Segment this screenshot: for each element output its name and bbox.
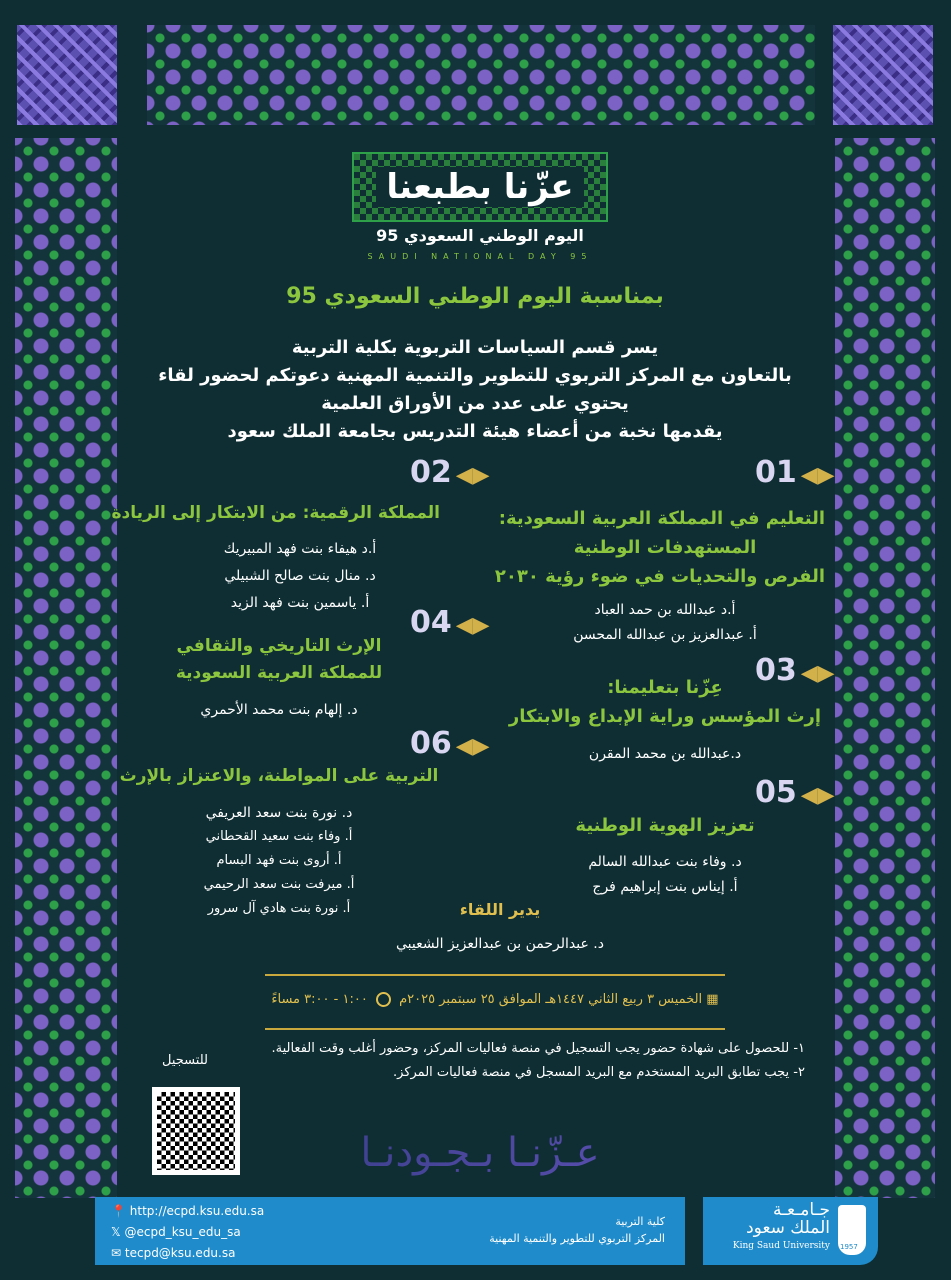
speaker: أ. نورة بنت هادي آل سرور (207, 901, 351, 916)
twitter-link[interactable] (111, 1222, 264, 1243)
paper-speakers (118, 698, 440, 723)
website[interactable]: http://ecpd.ksu.edu.sa (129, 1204, 265, 1218)
speaker: د.عبدالله بن محمد المقرن (588, 746, 742, 762)
paper-speakers (505, 742, 825, 767)
email-link[interactable] (111, 1243, 264, 1264)
divider (265, 1028, 725, 1030)
paper-title (505, 815, 825, 836)
slogan: عـزّنـا بـجـودنـا (300, 1130, 660, 1176)
title-line: إرث المؤسس وراية الإبداع والابتكار (508, 706, 822, 727)
speaker: أ. ميرفت بنت سعد الرحيمي (203, 877, 355, 892)
uni-en: King Saud University (732, 1241, 830, 1251)
founded: 1957 (840, 1243, 858, 1251)
moderator-label: يدير اللقاء (459, 900, 541, 919)
paper-title (505, 673, 825, 731)
note: ٢- يجب تطابق البريد المستخدم مع البريد المسجل في منصة فعاليات المركز. (393, 1065, 805, 1080)
paper-number: 03 ◀▶ (755, 653, 835, 688)
title-line: للمملكة العربية السعودية (175, 663, 383, 683)
paper-title (118, 633, 440, 687)
registration-qr-code[interactable] (152, 1087, 240, 1175)
paper-title (494, 504, 825, 591)
speaker: د. إلهام بنت محمد الأحمري (200, 702, 358, 718)
date-text: الخميس ٣ ربيع الثاني ١٤٤٧هـ الموافق ٢٥ سبتمبر ٢٠٢٥م (399, 992, 703, 1007)
paper-speakers (505, 850, 825, 900)
title-line: الفرص والتحديات في ضوء رؤية ٢٠٣٠ (494, 566, 825, 587)
speaker: د. نورة بنت سعد العريفي (205, 805, 353, 821)
time-text: ١:٠٠ - ٣:٠٠ مساءً (271, 992, 368, 1007)
email[interactable]: tecpd@ksu.edu.sa (124, 1246, 236, 1260)
uni-ar-2: الملك سعود (746, 1218, 830, 1238)
calendar-icon: ▦ (706, 992, 719, 1007)
speaker: أ.د هيفاء بنت فهد المبيريك (223, 541, 377, 557)
title-line: عِزّنا بتعليمنا: (607, 677, 723, 698)
speaker: أ. ياسمين بنت فهد الزيد (230, 595, 370, 611)
paper-speakers (118, 801, 440, 921)
right-pattern (835, 138, 935, 1198)
paper-number: 01 ◀▶ (755, 455, 835, 490)
arrow-icon: ◀▶ (455, 463, 490, 488)
top-pattern (147, 25, 815, 125)
heading: بمناسبة اليوم الوطني السعودي 95 (286, 284, 664, 309)
college: كلية التربية (615, 1215, 665, 1228)
center: المركز التربوي للتطوير والتنمية المهنية (489, 1232, 665, 1245)
paper-number: 02 ◀▶ (410, 455, 490, 490)
title-line: التربية على المواطنة، والاعتزاز بالإرث (119, 766, 439, 786)
speaker: أ. أروى بنت فهد البسام (216, 853, 342, 868)
contacts (111, 1201, 264, 1264)
ksu-name (733, 1201, 830, 1255)
title-line: تعزيز الهوية الوطنية (575, 815, 755, 836)
ksu-emblem-icon (838, 1205, 866, 1255)
title-line: المملكة الرقمية: من الابتكار إلى الريادة (111, 503, 440, 523)
intro (130, 334, 820, 446)
date-time (225, 992, 765, 1007)
notes (260, 1040, 805, 1082)
paper-title (118, 766, 440, 786)
paper-title (111, 503, 440, 523)
corner-pattern (17, 25, 117, 125)
arrow-icon: ◀▶ (455, 613, 490, 638)
twitter[interactable]: @ecpd_ksu_edu_sa (124, 1225, 241, 1239)
logo-title: عزّنا بطبعنا (376, 167, 583, 207)
arrow-icon: ◀▶ (800, 661, 835, 686)
title-line: المستهدفات الوطنية (573, 537, 757, 558)
website-link[interactable] (111, 1201, 264, 1222)
left-pattern (15, 138, 117, 1198)
divider (265, 974, 725, 976)
location-icon: 📍 (111, 1204, 126, 1218)
intro-line: يسر قسم السياسات التربوية بكلية التربية (291, 337, 659, 358)
title-line: التعليم في المملكة العربية السعودية: (498, 508, 825, 529)
corner-pattern (833, 25, 933, 125)
national-day-logo (352, 152, 608, 222)
paper-number: 04 ◀▶ (410, 605, 490, 640)
speaker: أ. وفاء بنت سعيد القحطاني (205, 829, 353, 844)
intro-line: بالتعاون مع المركز التربوي للتطوير والتنمية المهنية دعوتكم لحضور لقاء (158, 365, 792, 386)
speaker: د. منال بنت صالح الشبيلي (224, 568, 376, 584)
speaker: أ.د عبدالله بن حمد العباد (594, 602, 736, 618)
paper-speakers (505, 598, 825, 648)
moderator-name: د. عبدالرحمن بن عبدالعزيز الشعيبي (396, 936, 604, 952)
x-icon: 𝕏 (111, 1225, 121, 1239)
arrow-icon: ◀▶ (800, 463, 835, 488)
paper-number: 05 ◀▶ (755, 775, 835, 810)
clock-icon (376, 992, 391, 1007)
uni-ar-1: جـامـعـة (772, 1200, 830, 1220)
speaker: أ. إيناس بنت إبراهيم فرج (592, 879, 738, 895)
speaker: د. وفاء بنت عبدالله السالم (588, 854, 742, 870)
arrow-icon: ◀▶ (800, 783, 835, 808)
arrow-icon: ◀▶ (455, 734, 490, 759)
intro-line: يحتوي على عدد من الأوراق العلمية (321, 393, 629, 414)
intro-line: يقدمها نخبة من أعضاء هيئة التدريس بجامعة الملك سعود (227, 421, 723, 442)
speaker: أ. عبدالعزيز بن عبدالله المحسن (573, 627, 757, 643)
register-label: للتسجيل (162, 1053, 208, 1068)
paper-number: 06 ◀▶ (410, 726, 490, 761)
ksu-logo (703, 1197, 878, 1265)
mail-icon: ✉ (111, 1246, 122, 1260)
logo-english: SAUDI NATIONAL DAY 95 (367, 252, 593, 261)
footer-bar (95, 1197, 685, 1265)
logo-subtitle: اليوم الوطني السعودي 95 (376, 226, 584, 245)
title-line: الإرث التاريخي والثقافي (176, 636, 382, 656)
note: ١- للحصول على شهادة حضور يجب التسجيل في منصة فعاليات المركز، وحضور أغلب وقت الفعالية. (271, 1041, 805, 1056)
organizer (489, 1213, 665, 1247)
